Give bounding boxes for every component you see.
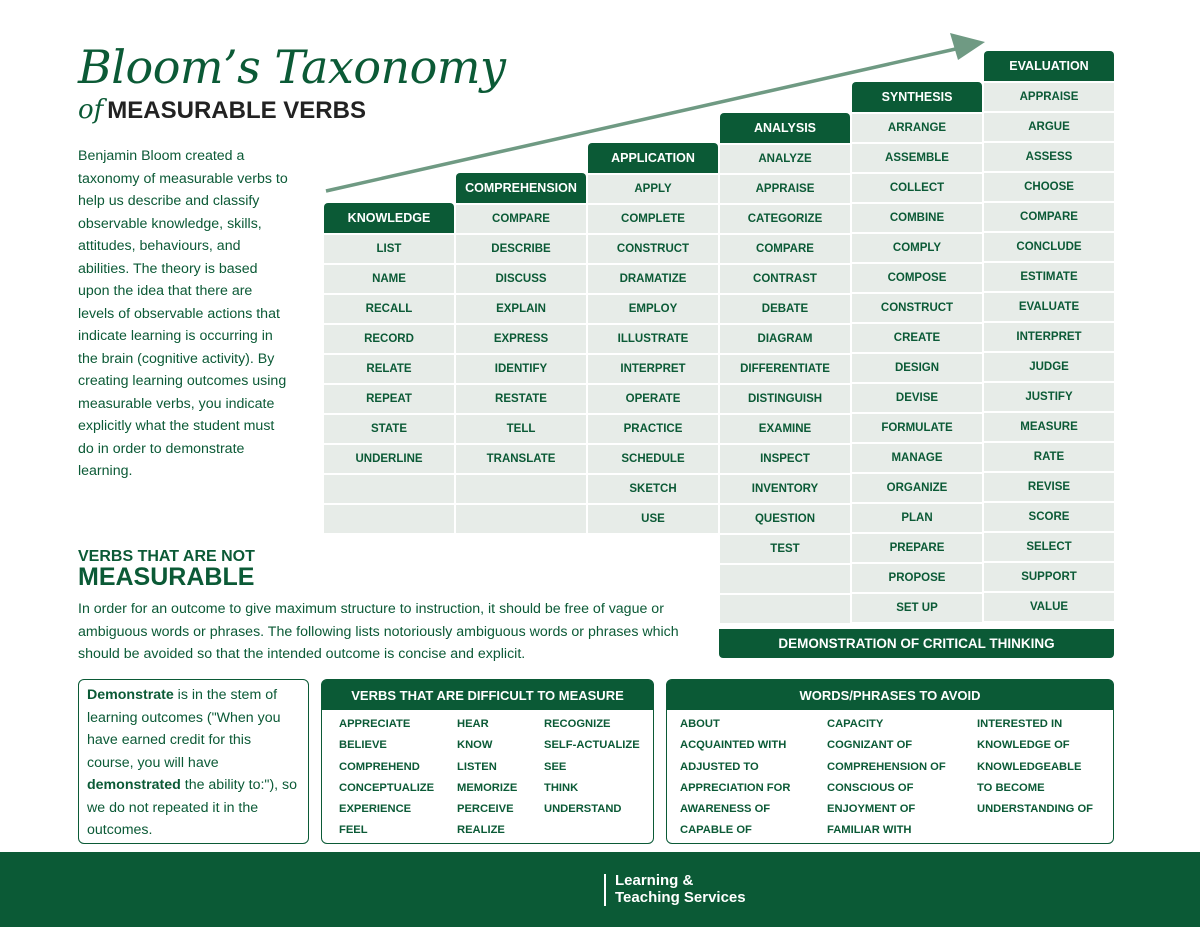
- verb-cell: RECALL: [324, 295, 454, 323]
- verb-cell: [720, 595, 850, 623]
- verb-cell: SELECT: [984, 533, 1114, 561]
- verb-cell: [324, 505, 454, 533]
- verb-cell: [456, 475, 586, 503]
- verb-cell: ORGANIZE: [852, 474, 982, 502]
- list-item: LISTEN: [457, 760, 497, 773]
- list-item: SELF-ACTUALIZE: [544, 739, 640, 752]
- demonstrate-bold: Demonstrate: [87, 687, 174, 703]
- verb-cell: APPRAISE: [720, 175, 850, 203]
- list-item: KNOWLEDGE OF: [977, 739, 1070, 752]
- list-item: SEE: [544, 760, 567, 773]
- words-to-avoid-box: [666, 679, 1114, 844]
- column-synthesis: [852, 82, 982, 622]
- verb-cell: COMPARE: [720, 235, 850, 263]
- verb-cell: [324, 475, 454, 503]
- verb-cell: JUSTIFY: [984, 383, 1114, 411]
- critical-thinking-banner: DEMONSTRATION OF CRITICAL THINKING: [719, 629, 1114, 658]
- list-item: BELIEVE: [339, 739, 387, 752]
- verb-cell: INTERPRET: [588, 355, 718, 383]
- verb-cell: EXPLAIN: [456, 295, 586, 323]
- verb-cell: SET UP: [852, 594, 982, 622]
- verb-cell: CONCLUDE: [984, 233, 1114, 261]
- verb-cell: EMPLOY: [588, 295, 718, 323]
- verb-cell: RELATE: [324, 355, 454, 383]
- list-item: KNOW: [457, 739, 493, 752]
- column-application: [588, 143, 718, 533]
- not-measurable-heading-small: VERBS THAT ARE NOT: [78, 548, 255, 565]
- verb-cell: DIAGRAM: [720, 325, 850, 353]
- demonstrate-note-box: [78, 679, 309, 844]
- verb-cell: INVENTORY: [720, 475, 850, 503]
- verb-cell: DRAMATIZE: [588, 265, 718, 293]
- verb-cell: ILLUSTRATE: [588, 325, 718, 353]
- verb-cell: DISTINGUISH: [720, 385, 850, 413]
- column-evaluation: [984, 51, 1114, 621]
- verb-cell: INTERPRET: [984, 323, 1114, 351]
- column-analysis: [720, 113, 850, 623]
- intro-paragraph: Benjamin Bloom created a taxonomy of measurable verbs to help us describe and classify observable knowledge, skills, attitudes, behaviours, and abilities. The theory is based upon the idea that there are levels of observable actions that indicate learning is occurring in the brain (cognitive activity). By creating learning outcomes using measurable verbs, you indicate explicitly what the student must do in order to demonstrate learning.: [78, 148, 288, 479]
- difficult-verbs-list-2: [457, 714, 517, 842]
- list-item: ACQUAINTED WITH: [680, 739, 787, 752]
- verb-cell: DEVISE: [852, 384, 982, 412]
- verb-cell: COLLECT: [852, 174, 982, 202]
- verb-cell: [720, 565, 850, 593]
- list-item: ENJOYMENT OF: [827, 803, 916, 816]
- words-to-avoid-list-3: [977, 714, 1093, 820]
- list-item: INTERESTED IN: [977, 718, 1063, 730]
- verb-cell: APPRAISE: [984, 83, 1114, 111]
- verb-cell: COMBINE: [852, 204, 982, 232]
- verb-cell: QUESTION: [720, 505, 850, 533]
- verb-cell: CONSTRUCT: [852, 294, 982, 322]
- list-item: ABOUT: [680, 718, 720, 730]
- words-to-avoid-list-2: [827, 714, 946, 842]
- verb-cell: PRACTICE: [588, 415, 718, 443]
- list-item: COMPREHEND: [339, 760, 420, 773]
- list-item: COGNIZANT OF: [827, 739, 913, 752]
- footer-line-1: Learning &: [615, 872, 694, 889]
- verb-cell: DESCRIBE: [456, 235, 586, 263]
- demonstrate-text-1: is in the stem of learning outcomes ("When you have earned credit for this course, you will have: [87, 687, 281, 771]
- verb-cell: DEBATE: [720, 295, 850, 323]
- words-to-avoid-heading: WORDS/PHRASES TO AVOID: [667, 680, 1113, 710]
- column-heading: APPLICATION: [588, 143, 718, 173]
- difficult-verbs-box: [321, 679, 654, 844]
- list-item: CAPABLE OF: [680, 824, 752, 837]
- list-item: REALIZE: [457, 824, 505, 837]
- verb-cell: NAME: [324, 265, 454, 293]
- list-item: KNOWLEDGEABLE: [977, 760, 1082, 773]
- difficult-verbs-list-1: [339, 714, 434, 842]
- verb-cell: ARRANGE: [852, 114, 982, 142]
- difficult-verbs-list-3: [544, 714, 640, 820]
- list-item: AWARENESS OF: [680, 803, 771, 816]
- verb-cell: UNDERLINE: [324, 445, 454, 473]
- list-item: HEAR: [457, 718, 489, 730]
- verb-cell: OPERATE: [588, 385, 718, 413]
- verb-cell: VALUE: [984, 593, 1114, 621]
- verb-cell: STATE: [324, 415, 454, 443]
- not-measurable-paragraph: In order for an outcome to give maximum structure to instruction, it should be free of vague or ambiguous words or phrases. The following lists notoriously ambiguous words or phrases which should be avoided so that the intended outcome is concise and explicit.: [78, 601, 679, 662]
- list-item: UNDERSTAND: [544, 803, 622, 816]
- list-item: EXPERIENCE: [339, 803, 412, 816]
- not-measurable-heading: MEASURABLE: [78, 563, 255, 591]
- verb-cell: RATE: [984, 443, 1114, 471]
- words-to-avoid-list-1: [680, 714, 790, 842]
- verb-cell: ASSEMBLE: [852, 144, 982, 172]
- verb-cell: PREPARE: [852, 534, 982, 562]
- list-item: APPRECIATE: [339, 718, 411, 730]
- verb-cell: ASSESS: [984, 143, 1114, 171]
- verb-cell: SCHEDULE: [588, 445, 718, 473]
- verb-cell: PLAN: [852, 504, 982, 532]
- footer-bar: [0, 852, 1200, 927]
- verb-cell: COMPOSE: [852, 264, 982, 292]
- demonstrated-bold: demonstrated: [87, 777, 181, 793]
- verb-cell: APPLY: [588, 175, 718, 203]
- verb-cell: IDENTIFY: [456, 355, 586, 383]
- verb-cell: CATEGORIZE: [720, 205, 850, 233]
- list-item: PERCEIVE: [457, 803, 514, 816]
- verb-cell: ANALYZE: [720, 145, 850, 173]
- verb-cell: SKETCH: [588, 475, 718, 503]
- subtitle-of: of: [78, 95, 104, 125]
- list-item: TO BECOME: [977, 781, 1045, 794]
- verb-cell: COMPARE: [984, 203, 1114, 231]
- column-heading: KNOWLEDGE: [324, 203, 454, 233]
- list-item: UNDERSTANDING OF: [977, 803, 1094, 816]
- list-item: CAPACITY: [827, 718, 884, 730]
- verb-cell: ARGUE: [984, 113, 1114, 141]
- list-item: RECOGNIZE: [544, 718, 611, 730]
- verb-cell: ESTIMATE: [984, 263, 1114, 291]
- verb-cell: REPEAT: [324, 385, 454, 413]
- verb-cell: SUPPORT: [984, 563, 1114, 591]
- footer-logo-divider: [604, 874, 606, 906]
- verb-cell: FORMULATE: [852, 414, 982, 442]
- verb-cell: PROPOSE: [852, 564, 982, 592]
- verb-cell: INSPECT: [720, 445, 850, 473]
- column-comprehension: [456, 173, 586, 533]
- verb-cell: USE: [588, 505, 718, 533]
- list-item: ADJUSTED TO: [680, 760, 759, 773]
- demonstrate-text-2: the ability to:"), so we do not repeated it in the outcomes.: [87, 777, 298, 838]
- verb-cell: MANAGE: [852, 444, 982, 472]
- verb-cell: EXPRESS: [456, 325, 586, 353]
- verb-cell: MEASURE: [984, 413, 1114, 441]
- verb-cell: CHOOSE: [984, 173, 1114, 201]
- verb-cell: EVALUATE: [984, 293, 1114, 321]
- verb-cell: JUDGE: [984, 353, 1114, 381]
- verb-cell: LIST: [324, 235, 454, 263]
- list-item: COMPREHENSION OF: [827, 760, 946, 773]
- list-item: FAMILIAR WITH: [827, 824, 912, 837]
- footer-logo-text: [615, 872, 746, 906]
- list-item: THINK: [544, 781, 579, 794]
- column-heading: SYNTHESIS: [852, 82, 982, 112]
- verb-cell: TEST: [720, 535, 850, 563]
- footer-line-2: Teaching Services: [615, 889, 746, 906]
- list-item: APPRECIATION FOR: [680, 781, 791, 794]
- verb-cell: COMPLETE: [588, 205, 718, 233]
- list-item: CONSCIOUS OF: [827, 781, 914, 794]
- verb-cell: COMPARE: [456, 205, 586, 233]
- page-title: Bloom’s Taxonomy: [78, 40, 506, 94]
- verb-cell: DISCUSS: [456, 265, 586, 293]
- verb-cell: RECORD: [324, 325, 454, 353]
- verb-cell: DIFFERENTIATE: [720, 355, 850, 383]
- list-item: FEEL: [339, 824, 368, 837]
- verb-cell: [456, 505, 586, 533]
- subtitle-text: MEASURABLE VERBS: [107, 97, 366, 124]
- verb-cell: CONTRAST: [720, 265, 850, 293]
- verb-cell: TRANSLATE: [456, 445, 586, 473]
- list-item: CONCEPTUALIZE: [339, 781, 435, 794]
- verb-cell: EXAMINE: [720, 415, 850, 443]
- verb-cell: DESIGN: [852, 354, 982, 382]
- verb-cell: REVISE: [984, 473, 1114, 501]
- list-item: MEMORIZE: [457, 781, 518, 794]
- column-knowledge: [324, 203, 454, 533]
- verb-cell: TELL: [456, 415, 586, 443]
- verb-cell: COMPLY: [852, 234, 982, 262]
- verb-cell: RESTATE: [456, 385, 586, 413]
- verb-cell: CREATE: [852, 324, 982, 352]
- difficult-verbs-heading: VERBS THAT ARE DIFFICULT TO MEASURE: [322, 680, 653, 710]
- column-heading: COMPREHENSION: [456, 173, 586, 203]
- verb-cell: CONSTRUCT: [588, 235, 718, 263]
- column-heading: EVALUATION: [984, 51, 1114, 81]
- column-heading: ANALYSIS: [720, 113, 850, 143]
- verb-cell: SCORE: [984, 503, 1114, 531]
